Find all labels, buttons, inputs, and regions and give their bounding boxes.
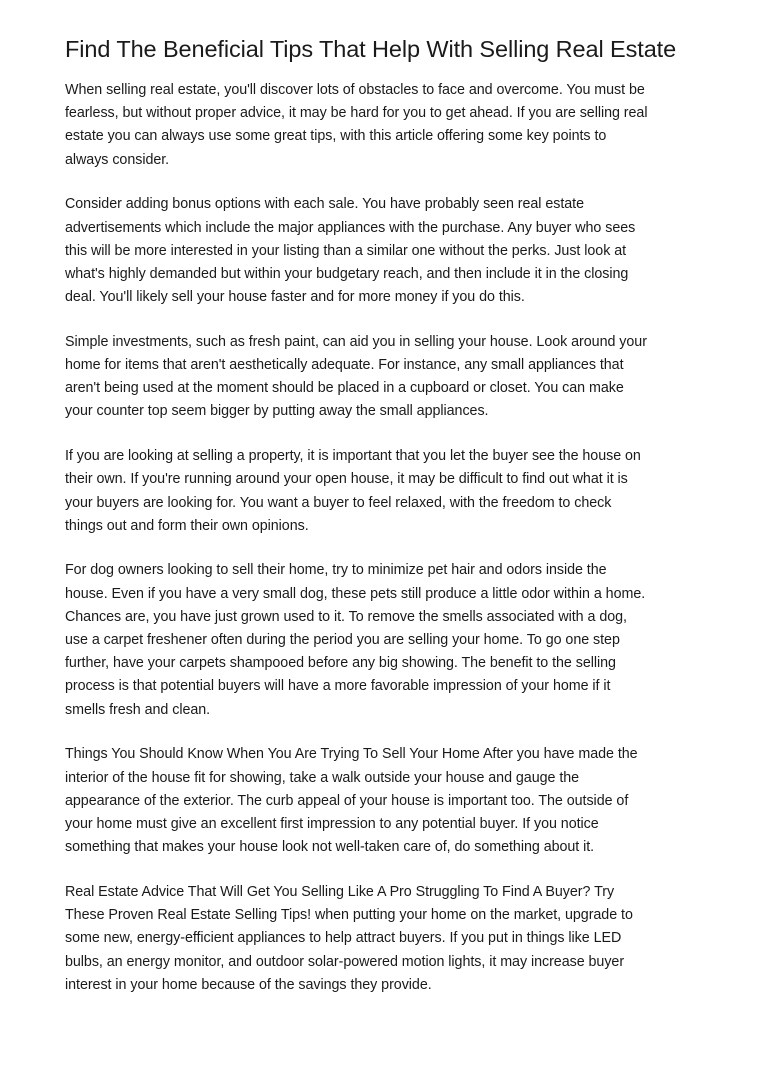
- paragraph-line: always consider.: [65, 151, 170, 168]
- paragraph-line: Consider adding bonus options with each sale. You have probably seen real estate: [65, 196, 584, 213]
- paragraph-line: process is that potential buyers will have a more favorable impression of your home if it: [65, 678, 611, 695]
- paragraph: [65, 79, 711, 172]
- paragraph-line: appearance of the exterior. The curb appeal of your house is important too. The outside of: [65, 792, 629, 809]
- paragraph-line: your counter top seem bigger by putting away the small appliances.: [65, 403, 489, 420]
- paragraph: [65, 881, 711, 997]
- paragraph-line: These Proven Real Estate Selling Tips! when putting your home on the market, upgrade to: [65, 907, 633, 924]
- paragraph-line: deal. You'll likely sell your house faster and for more money if you do this.: [65, 289, 525, 306]
- paragraph-line: When selling real estate, you'll discover lots of obstacles to face and overcome. You must be: [65, 82, 645, 98]
- paragraph-line: fearless, but without proper advice, it may be hard for you to get ahead. If you are selling real: [65, 105, 648, 122]
- paragraph-line: Things You Should Know When You Are Trying To Sell Your Home After you have made the: [65, 746, 638, 763]
- document-page: [65, 32, 711, 1018]
- paragraph-line: interior of the house fit for showing, take a walk outside your house and gauge the: [65, 769, 580, 786]
- paragraph-line: further, have your carpets shampooed before any big showing. The benefit to the selling: [65, 655, 616, 672]
- paragraph-line: use a carpet freshener often during the period you are selling your home. To go one step: [65, 632, 620, 649]
- paragraph: [65, 559, 711, 721]
- paragraph-line: what's highly demanded but within your budgetary reach, and then include it in the closing: [65, 265, 629, 282]
- paragraph-line: home for items that aren't aesthetically adequate. For instance, any small appliances that: [65, 357, 624, 374]
- paragraph-line: estate you can always use some great tips, with this article offering some key points to: [65, 128, 607, 145]
- paragraph: [65, 743, 711, 859]
- paragraph-line: aren't being used at the moment should be placed in a cupboard or closet. You can make: [65, 380, 624, 397]
- paragraph-line: If you are looking at selling a property, it is important that you let the buyer see the house on: [65, 448, 641, 465]
- document-title: Find The Beneficial Tips That Help With Selling Real Estate: [65, 36, 677, 62]
- paragraph: [65, 193, 711, 309]
- paragraph-line: your home must give an excellent first impression to any potential buyer. If you notice: [65, 815, 599, 832]
- paragraph-line: things out and form their own opinions.: [65, 517, 309, 534]
- paragraph-line: For dog owners looking to sell their home, try to minimize pet hair and odors inside the: [65, 562, 607, 579]
- paragraph: [65, 445, 711, 538]
- paragraph-line: smells fresh and clean.: [65, 701, 211, 718]
- document-body: [65, 79, 711, 997]
- paragraph-line: Simple investments, such as fresh paint, can aid you in selling your house. Look around your: [65, 333, 647, 350]
- paragraph-line: this will be more interested in your listing than a similar one without the perks. Just look at: [65, 242, 627, 259]
- paragraph-line: house. Even if you have a very small dog, these pets still produce a little odor within a home.: [65, 585, 646, 602]
- paragraph-line: interest in your home because of the savings they provide.: [65, 976, 432, 993]
- paragraph-line: Real Estate Advice That Will Get You Selling Like A Pro Struggling To Find A Buyer? Try: [65, 883, 615, 900]
- paragraph: [65, 331, 711, 424]
- paragraph-line: your buyers are looking for. You want a buyer to feel relaxed, with the freedom to check: [65, 494, 612, 511]
- paragraph-line: Chances are, you have just grown used to it. To remove the smells associated with a dog,: [65, 608, 627, 625]
- paragraph-line: advertisements which include the major appliances with the purchase. Any buyer who sees: [65, 219, 636, 236]
- paragraph-line: bulbs, an energy monitor, and outdoor solar-powered motion lights, it may increase buyer: [65, 953, 625, 970]
- paragraph-line: their own. If you're running around your open house, it may be difficult to find out what it is: [65, 471, 628, 488]
- paragraph-line: some new, energy-efficient appliances to help attract buyers. If you put in things like LED: [65, 930, 622, 947]
- paragraph-line: something that makes your house look not well-taken care of, do something about it.: [65, 839, 595, 856]
